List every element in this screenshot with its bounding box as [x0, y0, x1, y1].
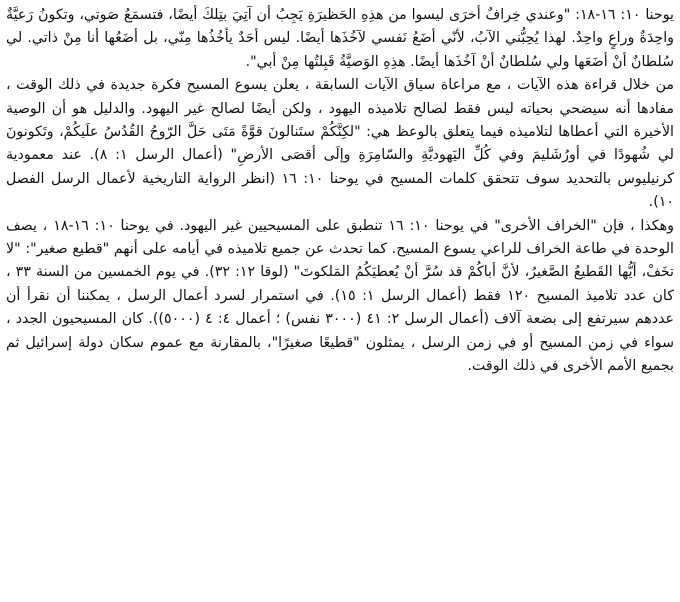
paragraph-john-10-quote: يوحنا ١٠: ١٦-١٨: "وعندي خِرافٌ أخرَى ليسوا من هذِهِ الحَظيرَةِ يَجِبُ أن آتِيَ بتِلكَ أيضًا، فتسمَعُ صَوتي، وتكونُ رَعيَّةٌ واحِدَةٌ وراعٍ واحِدٌ. لهذا يُحِبُّني الآبُ، لأنّي أضَعُ نَفسي لآخُذَها أيضًا. ليس أحَدٌ يأخُذُها مِنّي، بل أضَعُها أنا مِنْ ذاتي. لي سُلطانٌ أنْ أضَعَها ولي سُلطانٌ أنْ آخُذَها أيضًا. هذِهِ الوَصيَّةُ قَبِلتُها مِنْ أبي". [6, 7, 674, 70]
paragraph-little-flock: وهكذا ، فإن "الخراف الأخرى" في يوحنا ١٠: ١٦ تنطبق على المسيحيين غير اليهود. في يوحنا ١٠: ١٦-١٨ ، يصف الوحدة في طاعة الخراف للراعي يسوع المسيح. كما تحدث عن جميع تلاميذه في أيامه على أنهم "قطيع صغير": "لا تخَفْ، أيُّها القَطيعُ الصَّغيرُ، لأنَّ أباكُمْ قد سُرَّ أنْ يُعطيَكُمُ المَلكوتَ" (لوقا ١٢: ٣٢). في يوم الخمسين من السنة ٣٣ ، كان عدد تلاميذ المسيح ١٢٠ فقط (أعمال الرسل ١: ١٥). في استمرار لسرد أعمال الرسل ، يمكننا أن نقرأ أن عددهم سيرتفع إلى بضعة آلاف (أعمال الرسل ٢: ٤١ (٣٠٠٠ نفس) ؛ أعمال ٤: ٤ (٥٠٠٠)). كان المسيحيون الجدد ، سواء في زمن المسيح أو في زمن الرسل ، يمثلون "قطيعًا صغيرًا"، بالمقارنة مع عموم سكان دولة إسرائيل ثم بجميع الأمم الأخرى في ذلك الوقت. [6, 217, 675, 375]
paragraph-other-sheep-explanation: من خلال قراءة هذه الآيات ، مع مراعاة سياق الآيات السابقة ، يعلن يسوع المسيح فكرة جديدة في ذلك الوقت ، مفادها أنه سيضحي بحياته ليس فقط لصالح تلاميذه اليهود ، ولكن أيضًا لصالح غير اليهود. والدليل هو أن الوصية الأخيرة التي أعطاها لتلاميذه فيما يتعلق بالوعظ هي: "لكِنَّكُمْ ستَنالونَ قوَّةً مَتَى حَلَّ الرّوحُ القُدُسُ علَيكُمْ، وتَكونونَ لي شُهودًا في أورُشَليمَ وفي كُلِّ اليَهوديَّةِ والسّامِرَةِ وإلَى أقصَى الأرضِ" (أعمال الرسل ١: ٨). عند معمودية كرنيليوس بالتحديد سوف تتحقق كلمات المسيح في يوحنا ١٠: ١٦ (انظر الرواية التاريخية لأعمال الرسل الفصل ١٠). [6, 77, 674, 211]
